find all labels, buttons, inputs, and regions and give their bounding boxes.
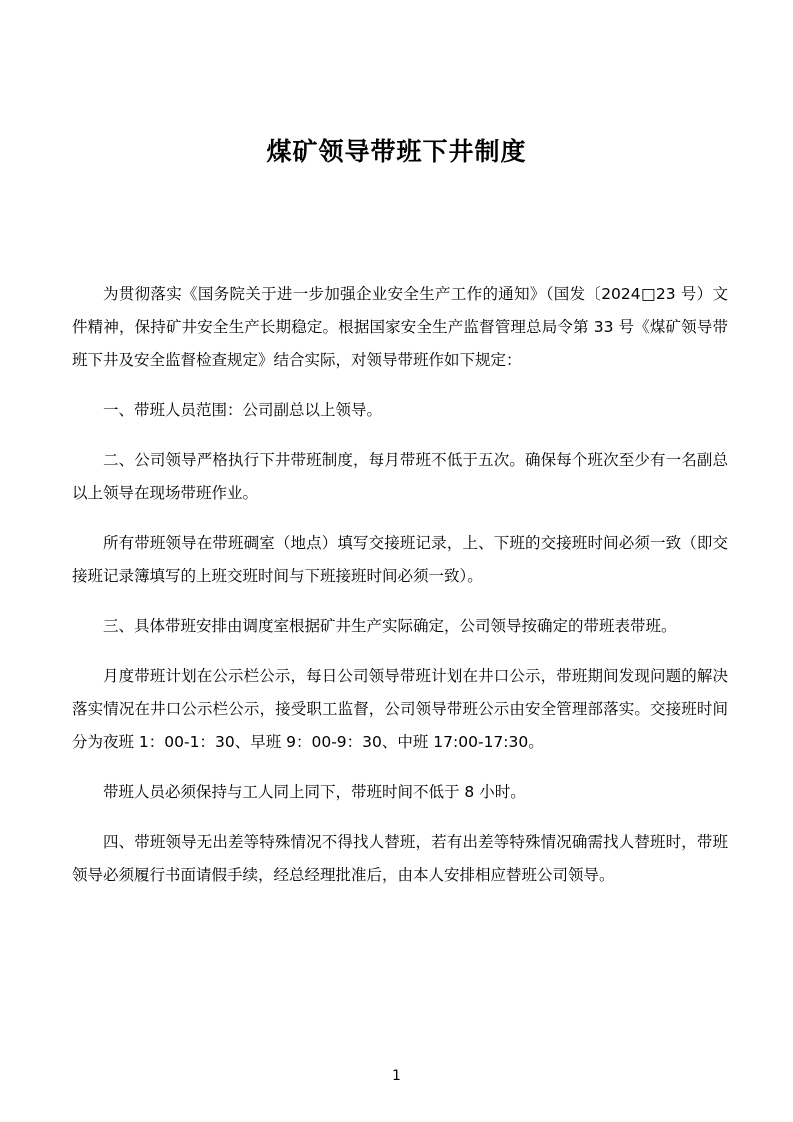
paragraph-item-2: 二、公司领导严格执行下井带班制度，每月带班不低于五次。确保每个班次至少有一名副总以上领导在现场带班作业。 xyxy=(72,451,728,502)
page-number: 1 xyxy=(392,1068,401,1084)
paragraph-item-1: 一、带班人员范围：公司副总以上领导。 xyxy=(103,401,383,419)
paragraph-intro: 为贯彻落实《国务院关于进一步加强企业安全生产工作的通知》（国发〔2024□23 号）文件精神，保持矿井安全生产长期稳定。根据国家安全生产监督管理总局令第 33 号《煤矿领导带班下井及安全监督检查规定》结合实际，对领导带班作如下规定： xyxy=(72,285,728,369)
paragraph-item-3: 三、具体带班安排由调度室根据矿井生产实际确定，公司领导按确定的带班表带班。 xyxy=(103,617,677,635)
paragraph-item-3-sub: 月度带班计划在公示栏公示，每日公司领导带班计划在井口公示，带班期间发现问题的解决落实情况在井口公示栏公示，接受职工监督，公司领导带班公示由安全管理部落实。交接班时间分为夜班 1：00-1：30、早班 9：00-9：30、中班 17:00-17:30。 xyxy=(72,667,728,751)
page-title: 煤矿领导带班下井制度 xyxy=(266,137,527,166)
paragraph-item-3-sub2: 带班人员必须保持与工人同上同下，带班时间不低于 8 小时。 xyxy=(103,783,526,801)
paragraph-item-2-sub: 所有带班领导在带班碉室（地点）填写交接班记录，上、下班的交接班时间必须一致（即交接班记录簿填写的上班交班时间与下班接班时间必须一致）。 xyxy=(72,534,728,585)
document-body xyxy=(72,278,728,909)
paragraph-item-4: 四、带班领导无出差等特殊情况不得找人替班，若有出差等特殊情况确需找人替班时，带班领导必须履行书面请假手续，经总经理批准后，由本人安排相应替班公司领导。 xyxy=(72,833,728,884)
